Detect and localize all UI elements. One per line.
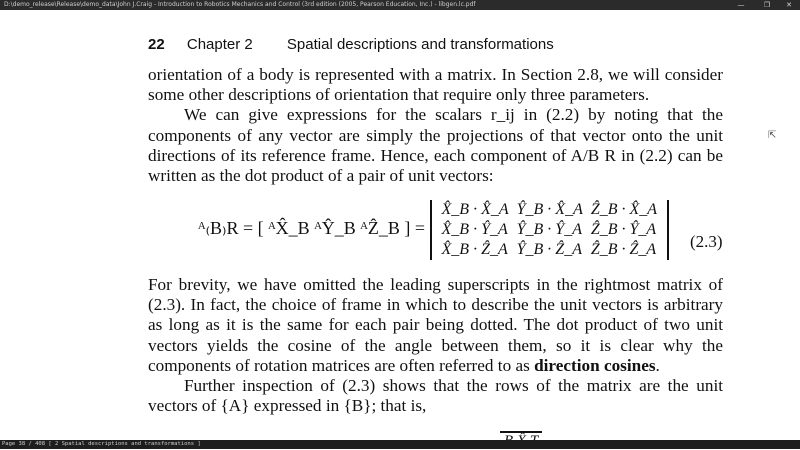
matrix-cell: X̂_B · Ŷ_A xyxy=(441,221,508,238)
page-number: 22 xyxy=(148,36,165,53)
paragraph-3-text: For brevity, we have omitted the leading superscripts in the rightmost matrix of (2.3). In fact, the choice of frame in which to describe the unit vectors is arbitrary as long as it is the same for each pair being dotted. The dot product of two unit vectors yields the cosine of the angle between them, so it is clear why the components of rotation matrices are often referred to as xyxy=(148,275,723,375)
chapter-label: Chapter 2 xyxy=(186,36,253,53)
matrix-cell: Ŷ_B · X̂_A xyxy=(516,201,583,218)
direction-cosine-matrix xyxy=(430,200,670,260)
matrix-cell: X̂_B · Ẑ_A xyxy=(441,241,508,258)
pdf-page[interactable] xyxy=(0,10,800,440)
matrix-cell: Ẑ_B · X̂_A xyxy=(590,201,658,218)
bold-term: direction cosines xyxy=(534,355,656,375)
status-bar xyxy=(0,440,800,449)
matrix-cell: Ẑ_B · Ŷ_A xyxy=(590,221,657,238)
matrix-cell: Ŷ_B · Ŷ_A xyxy=(516,221,582,238)
maximize-button[interactable]: ❐ xyxy=(763,1,771,9)
paragraph-4: Further inspection of (2.3) shows that the rows of the matrix are the unit vectors of {A} expressed in {B}; that is, xyxy=(148,376,723,416)
paragraph-1: orientation of a body is represented with a matrix. In Section 2.8, we will consider some other descriptions of orientation that require only three parameters. xyxy=(148,65,723,105)
close-button[interactable]: ✕ xyxy=(786,1,792,9)
paragraph-3-end: . xyxy=(655,355,660,375)
window-titlebar xyxy=(0,0,800,10)
matrix-row xyxy=(438,220,662,240)
matrix-row xyxy=(438,240,662,260)
paragraph-2: We can give expressions for the scalars r_ij in (2.2) by noting that the components of any vector are simply the projections of that vector onto the unit directions of its reference frame. Hence, each component of A/B R in (2.2) can be written as the dot product of a pair of unit vectors: xyxy=(148,105,723,186)
window-title: D:\demo_release\Release\demo_data\John J.Craig - Introduction to Robotics Mechanics and Control (3rd edition (2005, Pearson Education, Inc.) - libgen.lc.pdf xyxy=(4,1,476,8)
page-header xyxy=(148,36,554,53)
section-title: Spatial descriptions and transformations xyxy=(286,36,554,53)
matrix-cell: Ŷ_B · Ẑ_A xyxy=(516,241,582,258)
matrix-row xyxy=(438,200,662,220)
equation-number: (2.3) xyxy=(690,232,723,251)
text-block-1 xyxy=(148,65,723,186)
paragraph-3 xyxy=(148,275,723,376)
text-block-2 xyxy=(148,275,723,416)
matrix-cell: X̂_B · X̂_A xyxy=(441,201,509,218)
status-text: Page 38 / 408 [ 2 Spatial descriptions and transformations ] xyxy=(2,441,201,447)
equation-2-3 xyxy=(198,200,669,260)
matrix-cell: Ẑ_B · Ẑ_A xyxy=(590,241,657,258)
minimize-button[interactable]: — xyxy=(737,1,745,9)
equation-lhs: ᴬ₍B₎R = [ ᴬX̂_B ᴬŶ_B ᴬẐ_B ] = xyxy=(198,218,426,239)
mouse-cursor-icon: ⇱ xyxy=(768,130,777,141)
